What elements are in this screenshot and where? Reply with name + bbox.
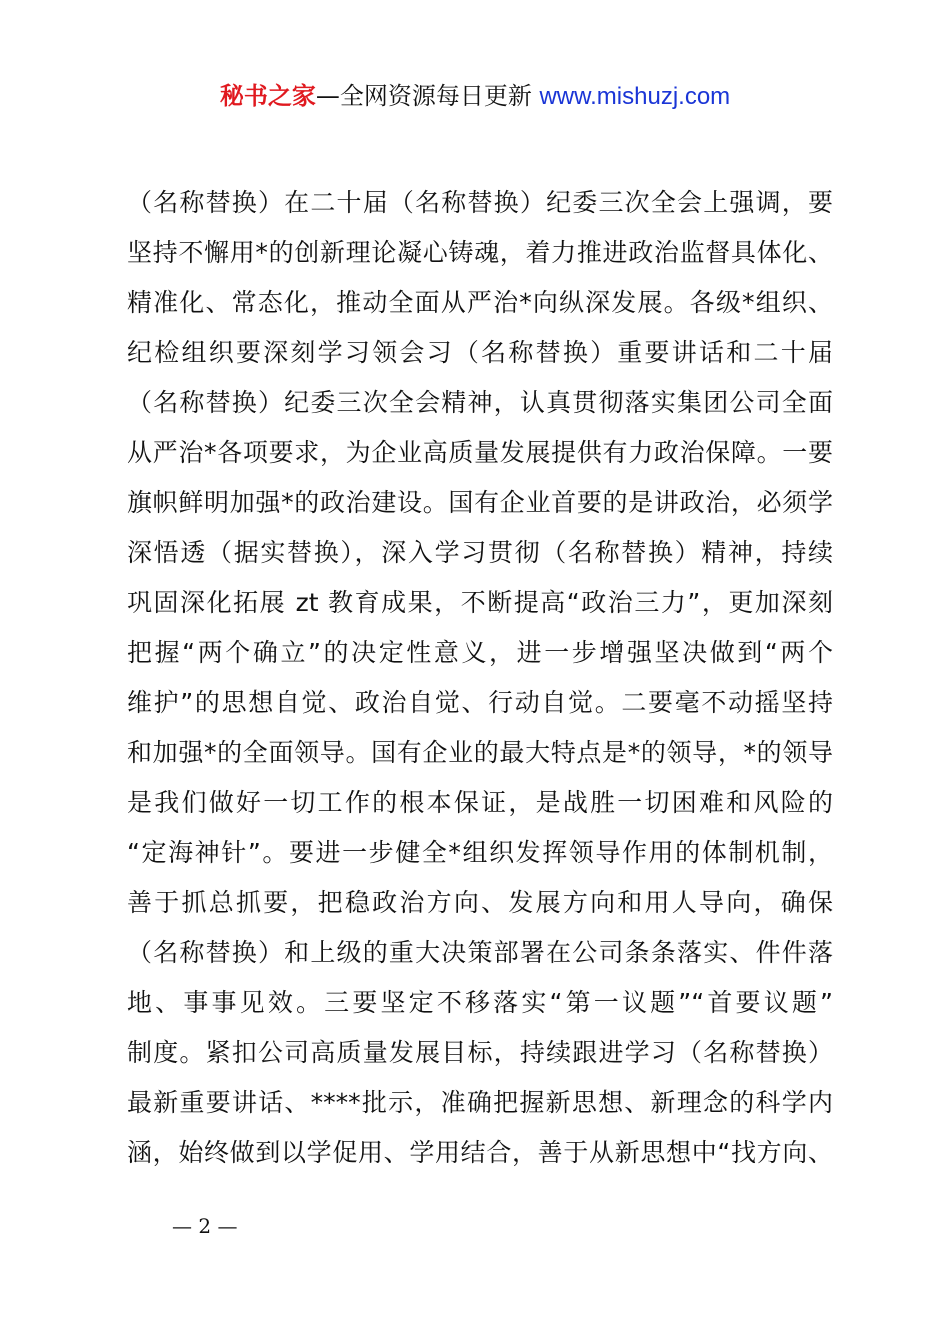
body-line: 地、事事见效。三要坚定不移落实“第一议题”“首要议题”: [127, 988, 833, 1017]
body-line: 深悟透（据实替换），深入学习贯彻（名称替换）精神，持续: [127, 538, 833, 567]
site-url-link[interactable]: www.mishuzj.com: [539, 83, 731, 110]
body-line: （名称替换）纪委三次全会精神，认真贯彻落实集团公司全面: [127, 388, 833, 417]
body-line: 巩固深化拓展 zt 教育成果，不断提高“政治三力”，更加深刻: [127, 588, 833, 617]
body-line: 是我们做好一切工作的根本保证，是战胜一切困难和风险的: [127, 788, 833, 817]
body-line: “定海神针”。要进一步健全*组织发挥领导作用的体制机制，: [127, 838, 833, 867]
body-line: （名称替换）和上级的重大决策部署在公司条条落实、件件落: [127, 938, 833, 967]
body-line: 最新重要讲话、****批示，准确把握新思想、新理念的科学内: [127, 1088, 833, 1117]
body-line: 涵，始终做到以学促用、学用结合，善于从新思想中“找方向、: [127, 1138, 833, 1167]
body-line: 从严治*各项要求，为企业高质量发展提供有力政治保障。一要: [127, 438, 833, 467]
body-line: 精准化、常态化，推动全面从严治*向纵深发展。各级*组织、: [127, 288, 833, 317]
body-line: 坚持不懈用*的创新理论凝心铸魂，着力推进政治监督具体化、: [127, 238, 833, 267]
body-line: 维护”的思想自觉、政治自觉、行动自觉。二要毫不动摇坚持: [127, 688, 833, 717]
body-line: 制度。紧扣公司高质量发展目标，持续跟进学习（名称替换）: [127, 1038, 833, 1067]
page-number: — 2 —: [172, 1214, 238, 1238]
header-slogan: —全网资源每日更新: [315, 82, 532, 110]
body-line: 纪检组织要深刻学习领会习（名称替换）重要讲话和二十届: [127, 338, 833, 367]
page-header: [0, 80, 950, 113]
body-line: 旗帜鲜明加强*的政治建设。国有企业首要的是讲政治，必须学: [127, 488, 833, 517]
body-line: （名称替换）在二十届（名称替换）纪委三次全会上强调，要: [127, 188, 833, 217]
body-line: 和加强*的全面领导。国有企业的最大特点是*的领导，*的领导: [127, 738, 833, 767]
brand-name: 秘书之家: [219, 82, 316, 110]
body-line: 善于抓总抓要，把稳政治方向、发展方向和用人导向，确保: [127, 888, 833, 917]
body-line: 把握“两个确立”的决定性意义，进一步增强坚决做到“两个: [127, 638, 833, 667]
document-body: [127, 178, 833, 1178]
